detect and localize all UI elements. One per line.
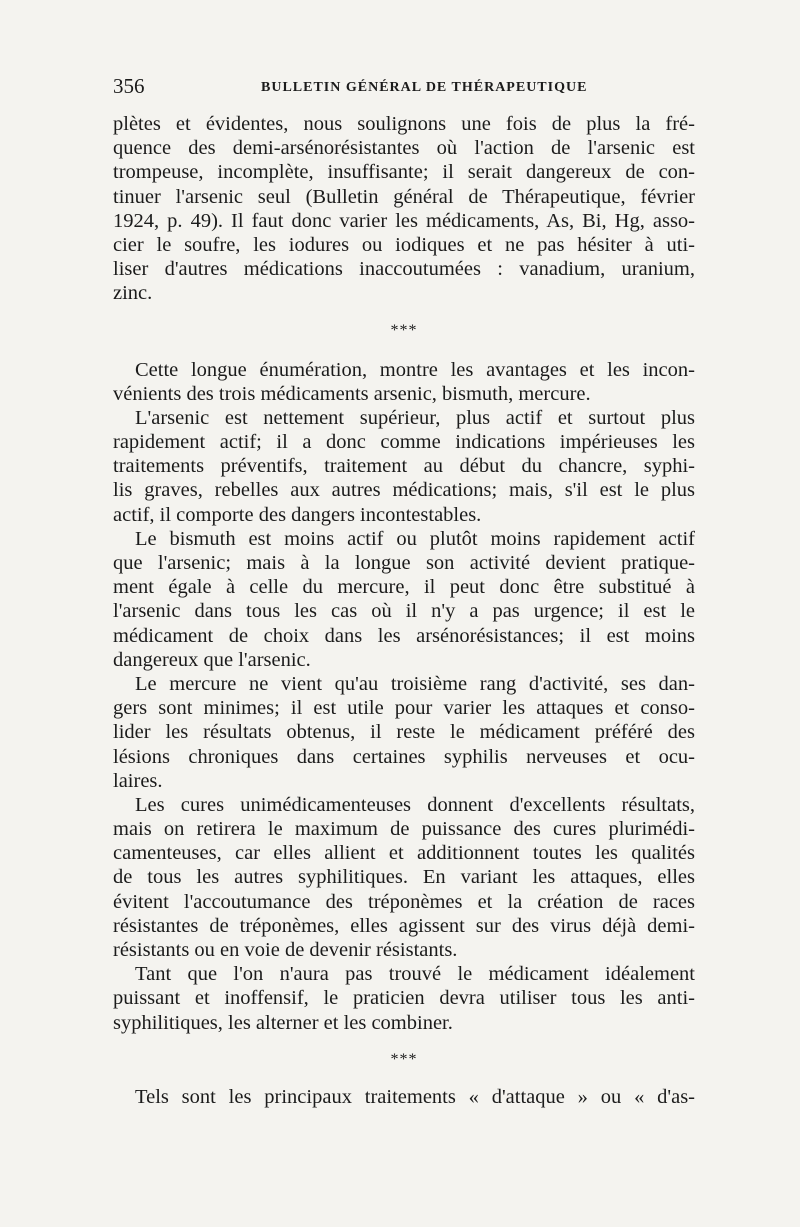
paragraph-mercure <box>113 672 695 793</box>
text-line: Tant que l'on n'aura pas trouvé le médicament idéalement <box>135 963 695 986</box>
text-line: Tels sont les principaux traitements « d'attaque » ou « d'as- <box>135 1085 695 1108</box>
text-line: médicament de choix dans les arsénorésistances; il est moins <box>113 624 695 647</box>
text-line: lider les résultats obtenus, il reste le médicament préféré des <box>113 721 695 744</box>
text-line: dangereux que l'arsenic. <box>113 648 311 671</box>
text-line: camenteuses, car elles allient et additionnent toutes les qualités <box>113 842 695 865</box>
paragraph-bismuth <box>113 527 695 672</box>
section-separator: *** <box>390 321 418 339</box>
paragraph-continuation <box>113 112 695 306</box>
text-line: que l'arsenic; mais à la longue son activité devient pratique- <box>113 552 695 574</box>
text-line: rapidement actif; il a donc comme indications impérieuses les <box>113 431 695 454</box>
text-line: Cette longue énumération, montre les avantages et les incon- <box>135 358 695 381</box>
text-line: plètes et évidentes, nous soulignons une fois de plus la fré- <box>113 113 695 135</box>
text-line: puissant et inoffensif, le praticien devra utiliser tous les anti- <box>113 987 695 1010</box>
text-line: résistants ou en voie de devenir résistants. <box>113 939 458 961</box>
text-line: Le mercure ne vient qu'au troisième rang d'activité, ses dan- <box>135 672 695 695</box>
text-line: ment égale à celle du mercure, il peut donc être substitué à <box>113 576 695 599</box>
text-line: Les cures unimédicamenteuses donnent d'excellents résultats, <box>135 793 695 816</box>
text-line: zinc. <box>113 282 153 305</box>
text-line: traitements préventifs, traitement au début du chancre, syphi- <box>113 455 695 478</box>
text-line: cier le soufre, les iodures ou iodiques et ne pas hésiter à uti- <box>113 233 695 256</box>
paragraph-arsenic <box>113 406 695 527</box>
text-line: syphilitiques, les alterner et les combiner. <box>113 1011 453 1034</box>
page-number: 356 <box>113 74 145 98</box>
paragraph-conclusion <box>113 962 695 1035</box>
text-line: trompeuse, incomplète, insuffisante; il serait dangereux de con- <box>113 161 695 184</box>
paragraph-cures <box>113 793 695 962</box>
paragraph-enumeration <box>113 358 695 406</box>
text-line: mais on retirera le maximum de puissance des cures plurimédi- <box>113 818 695 841</box>
text-line: l'arsenic dans tous les cas où il n'y a pas urgence; il est le <box>113 600 695 623</box>
text-line: 1924, p. 49). Il faut donc varier les médicaments, As, Bi, Hg, asso- <box>113 209 695 232</box>
text-line: évitent l'accoutumance des tréponèmes et la création de races <box>113 890 695 913</box>
text-line: L'arsenic est nettement supérieur, plus actif et surtout plus <box>135 406 695 429</box>
text-line: quence des demi-arsénorésistantes où l'action de l'arsenic est <box>113 137 695 160</box>
text-line: Le bismuth est moins actif ou plutôt moins rapidement actif <box>135 527 695 550</box>
section-separator: *** <box>390 1050 418 1068</box>
text-line: de tous les autres syphilitiques. En variant les attaques, elles <box>113 866 695 889</box>
text-line: tinuer l'arsenic seul (Bulletin général de Thérapeutique, février <box>113 185 695 208</box>
paragraph-final <box>113 1085 695 1109</box>
text-line: résistantes de tréponèmes, elles agissent sur des virus déjà demi- <box>113 914 695 937</box>
body-text <box>113 112 695 1109</box>
text-line: lésions chroniques dans certaines syphilis nerveuses et ocu- <box>113 745 695 768</box>
text-line: laires. <box>113 769 163 792</box>
text-line: vénients des trois médicaments arsenic, bismuth, mercure. <box>113 382 591 405</box>
text-line: liser d'autres médications inaccoutumées : vanadium, uranium, <box>113 258 695 281</box>
page-header <box>113 74 693 104</box>
text-line: actif, il comporte des dangers incontestables. <box>113 503 482 526</box>
text-line: lis graves, rebelles aux autres médications; mais, s'il est le plus <box>113 479 695 502</box>
text-line: gers sont minimes; il est utile pour varier les attaques et conso- <box>113 697 695 720</box>
running-head: BULLETIN GÉNÉRAL DE THÉRAPEUTIQUE <box>261 80 588 95</box>
